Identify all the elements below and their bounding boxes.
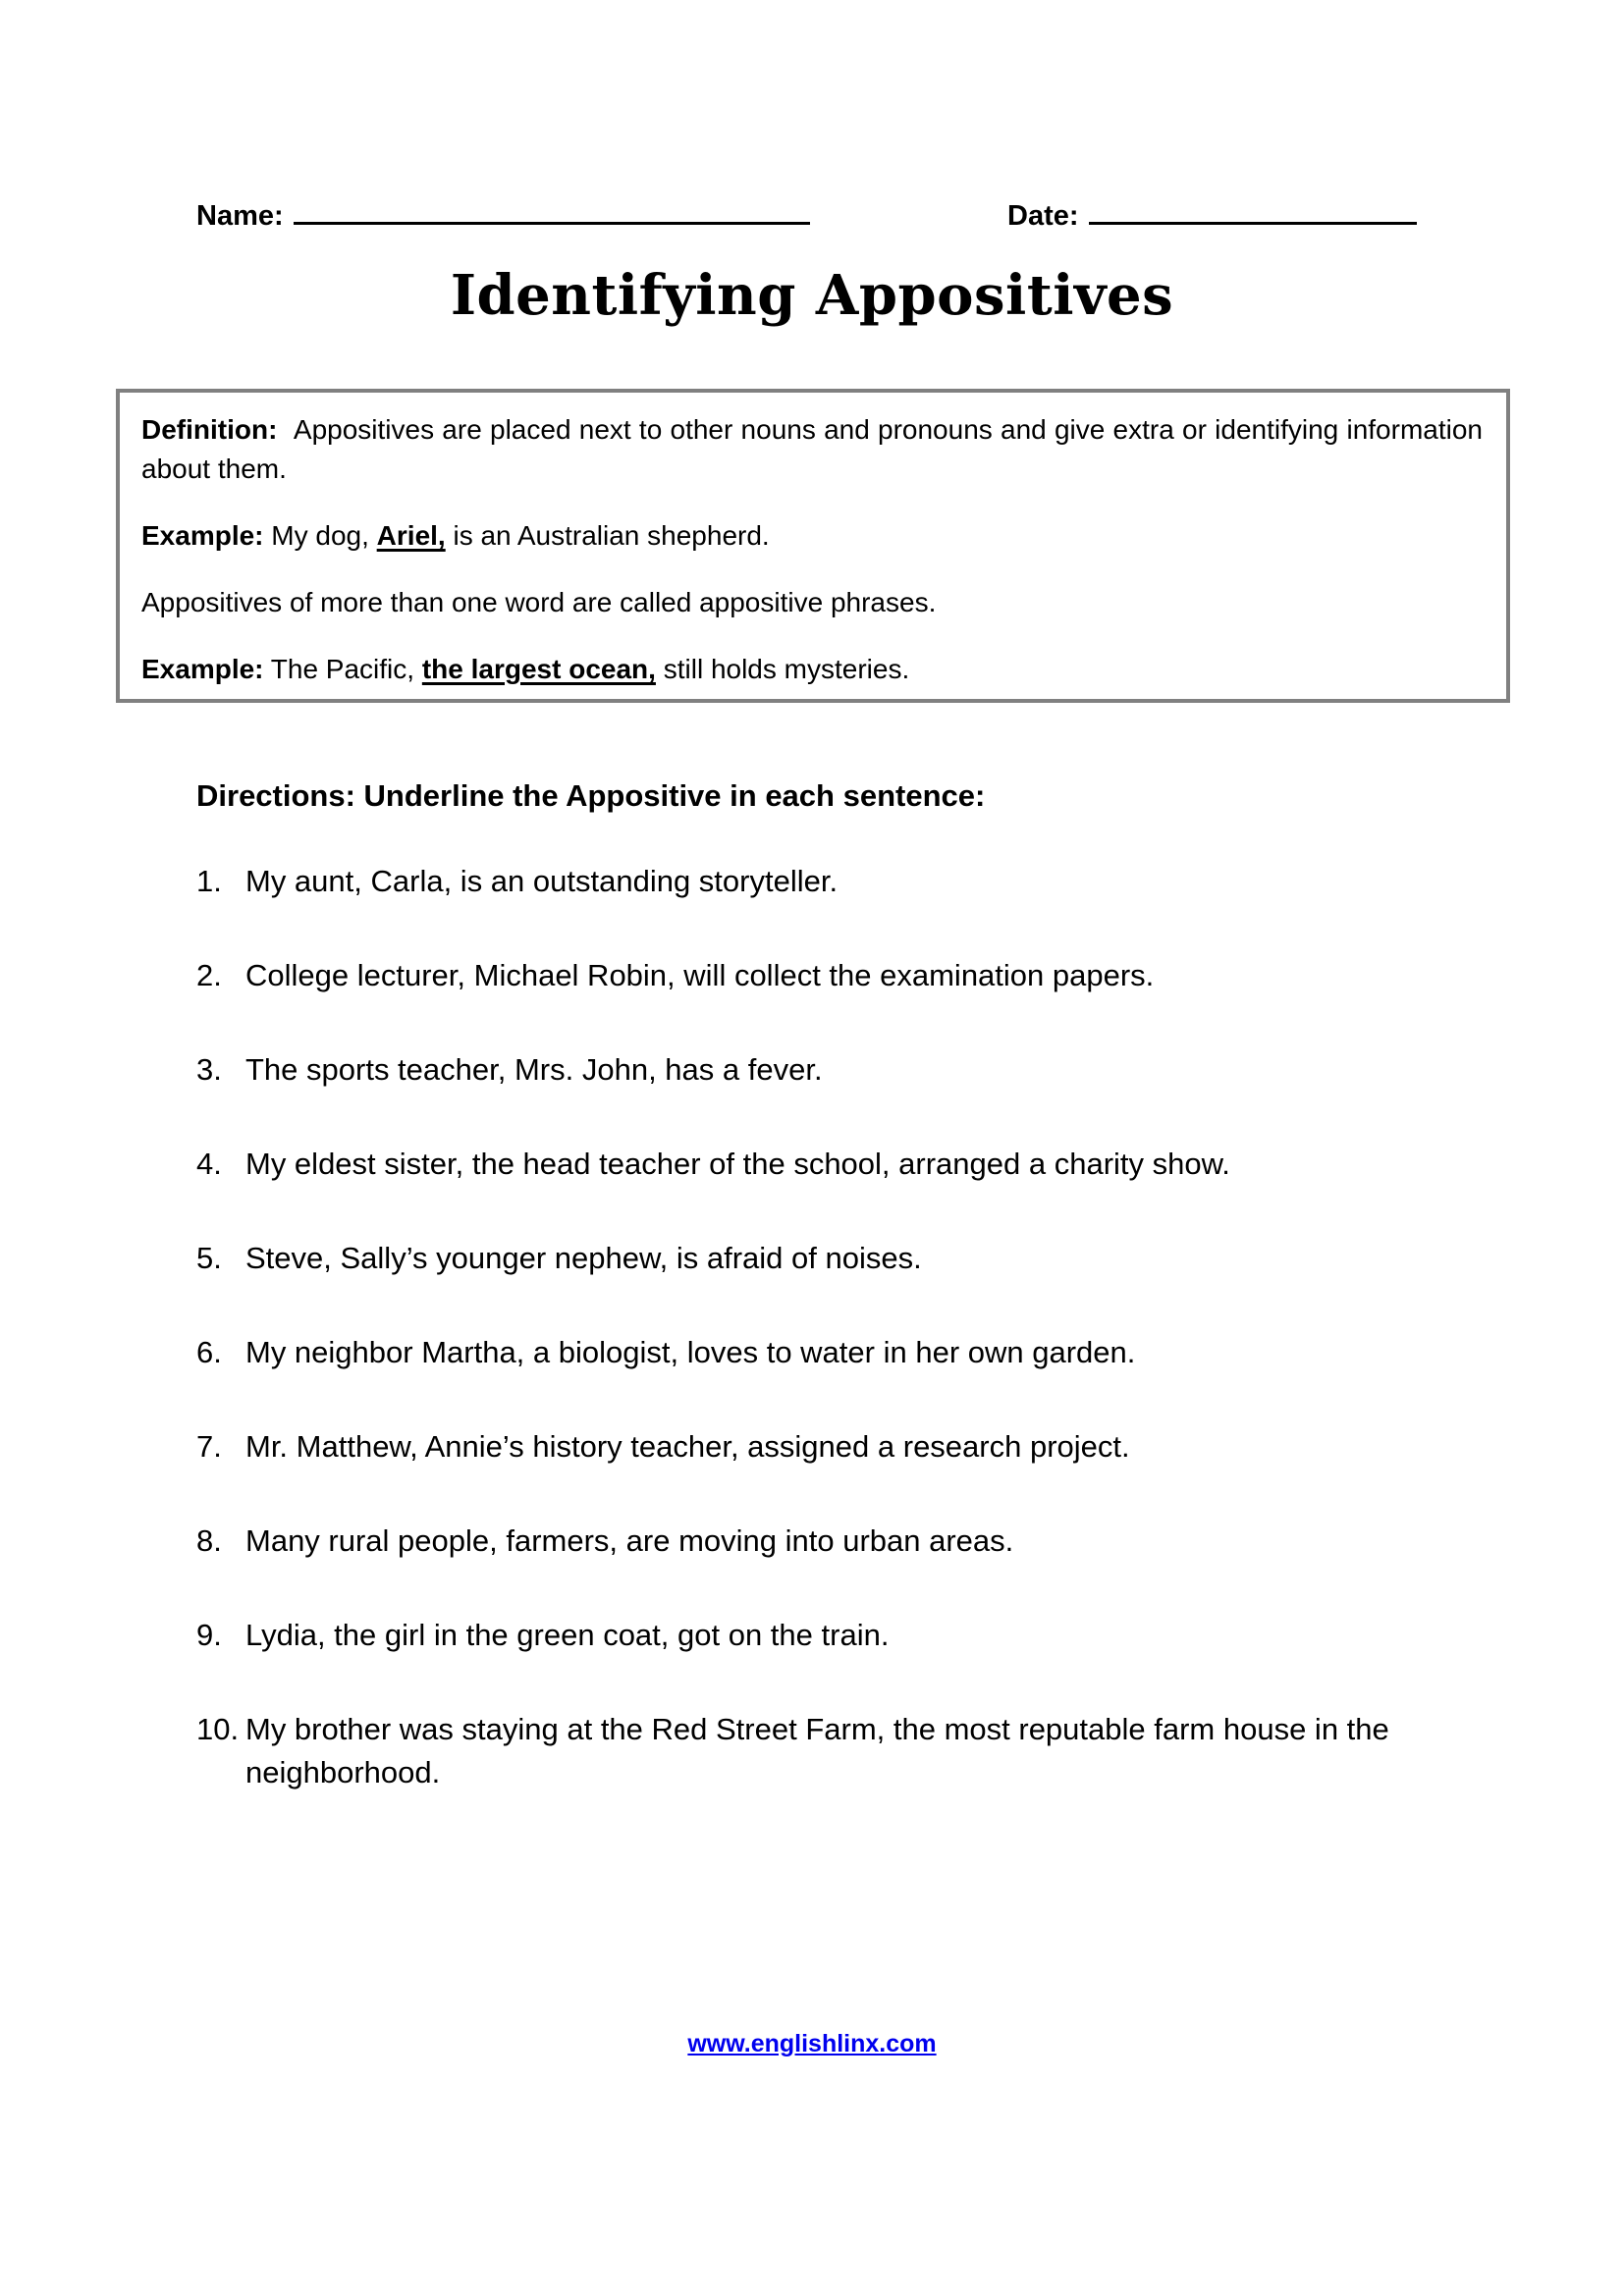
- question-number: 8.: [196, 1523, 222, 1558]
- question-text[interactable]: College lecturer, Michael Robin, will collect the examination papers.: [245, 958, 1155, 992]
- name-blank-line[interactable]: [294, 194, 810, 225]
- question-text[interactable]: My aunt, Carla, is an outstanding storyteller.: [245, 864, 839, 898]
- question-item[interactable]: [196, 1331, 1473, 1374]
- question-item[interactable]: [196, 1425, 1473, 1468]
- name-field[interactable]: [196, 194, 810, 233]
- example-1-label: Example:: [141, 520, 264, 551]
- date-field[interactable]: [1007, 194, 1417, 233]
- example-1-appositive: Ariel,: [376, 520, 446, 551]
- question-item[interactable]: [196, 860, 1473, 903]
- example-2-before: The Pacific,: [270, 654, 415, 684]
- question-text[interactable]: Lydia, the girl in the green coat, got on the train.: [245, 1618, 890, 1652]
- example-1: [141, 516, 1483, 556]
- date-label: Date:: [1007, 200, 1079, 232]
- example-2-after: still holds mysteries.: [663, 654, 910, 684]
- definition-text: Appositives are placed next to other nouns and pronouns and give extra or identifying information about them.: [141, 414, 1483, 484]
- question-number: 6.: [196, 1335, 222, 1369]
- question-item[interactable]: [196, 1520, 1473, 1563]
- question-number: 4.: [196, 1147, 222, 1181]
- question-number: 7.: [196, 1429, 222, 1464]
- question-number: 3.: [196, 1052, 222, 1087]
- example-2: [141, 650, 1483, 689]
- question-text[interactable]: Many rural people, farmers, are moving into urban areas.: [245, 1523, 1014, 1558]
- name-label: Name:: [196, 200, 284, 232]
- question-item[interactable]: [196, 1237, 1473, 1280]
- question-item[interactable]: [196, 1614, 1473, 1657]
- example-1-after: is an Australian shepherd.: [453, 520, 770, 551]
- question-item[interactable]: [196, 1048, 1473, 1092]
- question-item[interactable]: [196, 1143, 1473, 1186]
- question-text[interactable]: My brother was staying at the Red Street Farm, the most reputable farm house in the neighborhood.: [245, 1712, 1389, 1789]
- question-item[interactable]: [196, 1708, 1473, 1794]
- definition-label: Definition:: [141, 414, 278, 445]
- question-text[interactable]: Steve, Sally’s younger nephew, is afraid of noises.: [245, 1241, 922, 1275]
- date-blank-line[interactable]: [1089, 194, 1417, 225]
- question-text[interactable]: Mr. Matthew, Annie’s history teacher, assigned a research project.: [245, 1429, 1130, 1464]
- example-2-label: Example:: [141, 654, 264, 684]
- definition-paragraph: [141, 410, 1483, 489]
- footer-website-link[interactable]: www.englishlinx.com: [687, 2030, 937, 2057]
- question-text[interactable]: My neighbor Martha, a biologist, loves to water in her own garden.: [245, 1335, 1136, 1369]
- question-text[interactable]: My eldest sister, the head teacher of the school, arranged a charity show.: [245, 1147, 1230, 1181]
- definition-box: [116, 389, 1510, 703]
- header-row: [196, 194, 1434, 234]
- question-number: 10.: [196, 1712, 240, 1746]
- question-list: [196, 860, 1473, 1845]
- example-2-appositive: the largest ocean,: [421, 654, 656, 684]
- question-text[interactable]: The sports teacher, Mrs. John, has a fever.: [245, 1052, 823, 1087]
- example-1-before: My dog,: [271, 520, 369, 551]
- question-number: 5.: [196, 1241, 222, 1275]
- question-number: 1.: [196, 864, 222, 898]
- question-number: 9.: [196, 1618, 222, 1652]
- question-item[interactable]: [196, 954, 1473, 997]
- directions: Directions: Underline the Appositive in each sentence:: [196, 778, 986, 813]
- question-number: 2.: [196, 958, 222, 992]
- page-title: Identifying Appositives: [450, 263, 1174, 328]
- phrase-note: Appositives of more than one word are called appositive phrases.: [141, 587, 937, 617]
